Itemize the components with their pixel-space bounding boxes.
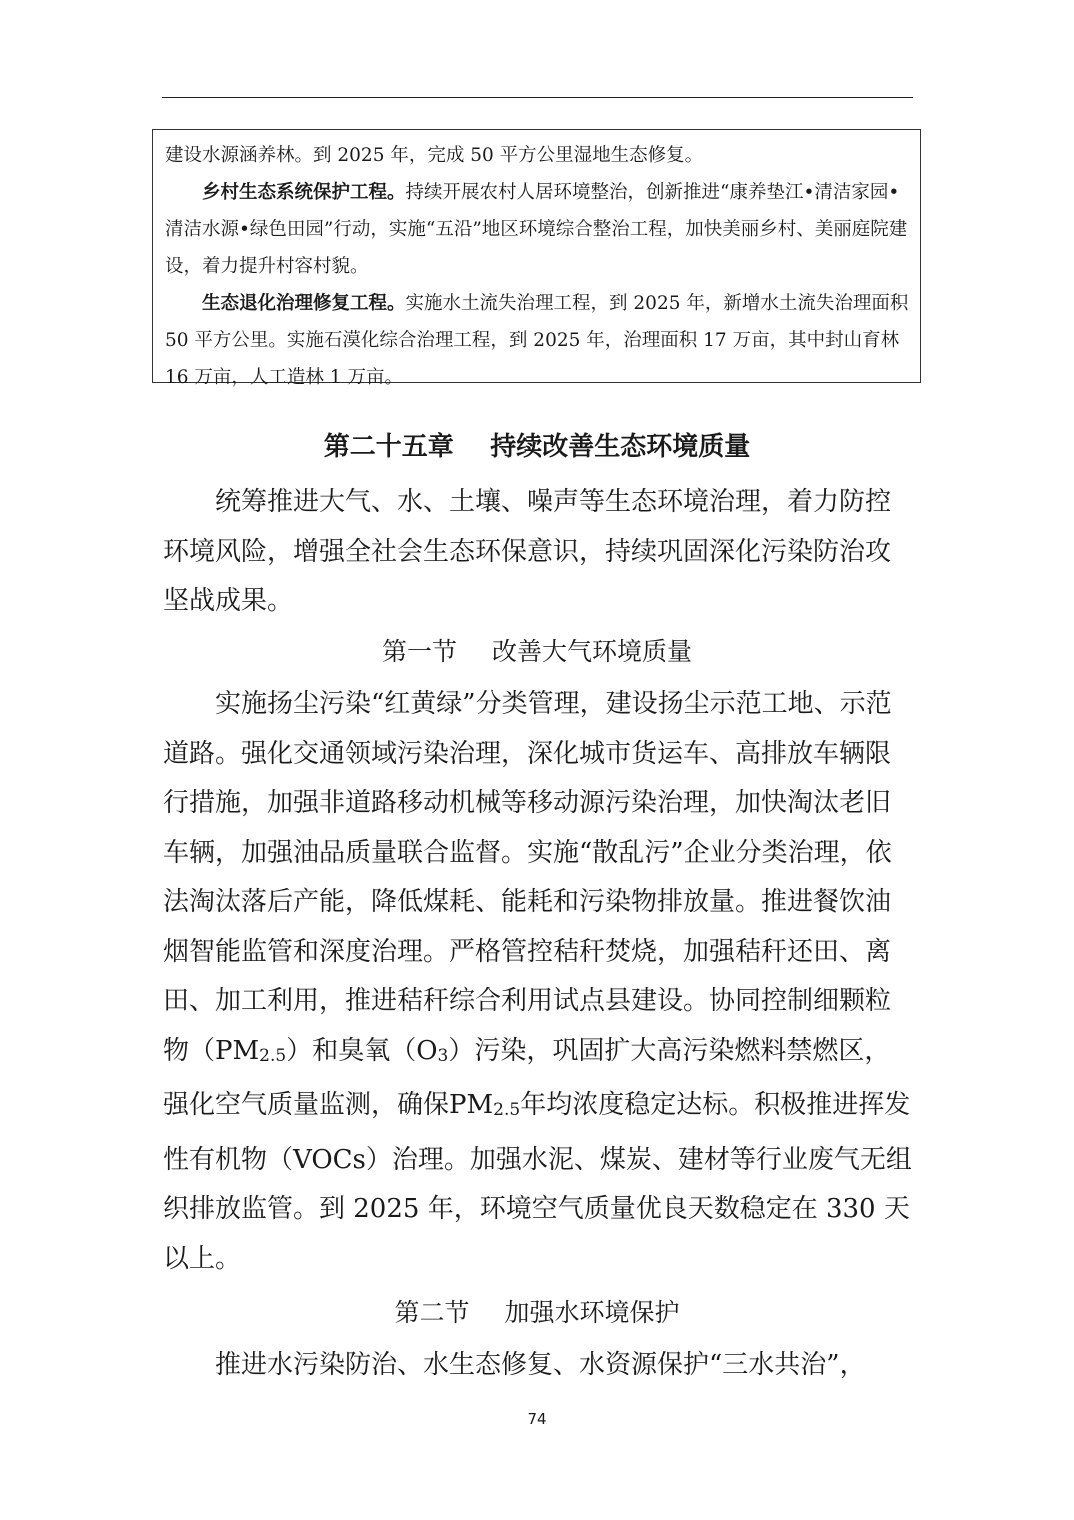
section-1-text-b: ）和臭氧（ bbox=[286, 1035, 417, 1066]
o3-subscript: 3 bbox=[437, 1045, 449, 1066]
project-box bbox=[152, 129, 921, 388]
box-paragraph-3-text: 实施水土流失治理工程，到 2025 年，新增水土流失治理面积 50 平方公里。实施石漠化综合治理工程，到 2025 年，治理面积 17 万亩，其中封山育林 16 万亩，人工造林 1 万亩。 bbox=[165, 293, 909, 388]
box-paragraph-2-text: 持续开展农村人居环境整治，创新推进“康养垫江•清洁家园•清洁水源•绿色田园”行动，实施“五沿”地区环境综合整治工程，加快美丽乡村、美丽庭院建设，着力提升村容村貌。 bbox=[165, 182, 908, 277]
pm-subscript-2: 2.5 bbox=[493, 1100, 521, 1120]
box-paragraph-1: 建设水源涵养林。到 2025 年，完成 50 平方公里湿地生态修复。 bbox=[165, 145, 704, 166]
section-2-number: 第二节 bbox=[394, 1298, 470, 1327]
pm-text-2: PM bbox=[449, 1090, 494, 1120]
section-1-text-d: 年均浓度稳定达标。积极推进挥发性有机物（VOCs）治理。加强水泥、煤炭、建材等行业废气无组织排放监管。到 2025 年，环境空气质量优良天数稳定在 330 天以上。 bbox=[163, 1090, 912, 1274]
box-paragraph-2 bbox=[165, 174, 910, 285]
box-paragraph-2-title: 乡村生态系统保护工程。 bbox=[202, 182, 406, 203]
header-rule bbox=[162, 97, 913, 98]
pm-text: PM bbox=[215, 1035, 260, 1066]
section-2-heading bbox=[0, 1293, 1074, 1333]
chapter-intro: 统筹推进大气、水、土壤、噪声等生态环境治理，着力防控环境风险，增强全社会生态环保意识，持续巩固深化污染防治攻坚战成果。 bbox=[163, 487, 892, 616]
box-paragraph-3-title: 生态退化治理修复工程。 bbox=[202, 293, 406, 314]
o3-text: O bbox=[416, 1035, 438, 1066]
section-1-text-c: ）污染，巩固扩大高污染燃料禁燃区，强化空气质量监测，确保 bbox=[163, 1035, 891, 1120]
section-1-number: 第一节 bbox=[381, 637, 457, 666]
chapter-title: 持续改善生态环境质量 bbox=[490, 432, 751, 462]
chapter-heading bbox=[0, 427, 1074, 467]
section-1-paragraph bbox=[163, 680, 915, 1284]
section-1-text-a: 实施扬尘污染“红黄绿”分类管理，建设扬尘示范工地、示范道路。强化交通领域污染治理，深化城市货运车、高排放车辆限行措施，加强非道路移动机械等移动源污染治理，加快淘汰老旧车辆，加强油品质量联合监督。实施“散乱污”企业分类治理，依法淘汰落后产能，降低煤耗、能耗和污染物排放量。推进餐饮油烟智能监管和深度治理。严格管控秸秆焚烧，加强秸秆还田、离田、加工利用，推进秸秆综合利用试点县建设。协同控制细颗粒物（ bbox=[163, 689, 892, 1066]
page-number: 74 bbox=[527, 1410, 547, 1428]
box-paragraph-3 bbox=[165, 285, 910, 396]
section-2-paragraph: 推进水污染防治、水生态修复、水资源保护“三水共治”， bbox=[215, 1350, 866, 1380]
section-1-title: 改善大气环境质量 bbox=[492, 637, 693, 666]
section-1-heading bbox=[0, 632, 1074, 672]
pm-subscript: 2.5 bbox=[259, 1045, 287, 1066]
section-2-title: 加强水环境保护 bbox=[504, 1298, 680, 1327]
chapter-number: 第二十五章 bbox=[323, 432, 454, 462]
